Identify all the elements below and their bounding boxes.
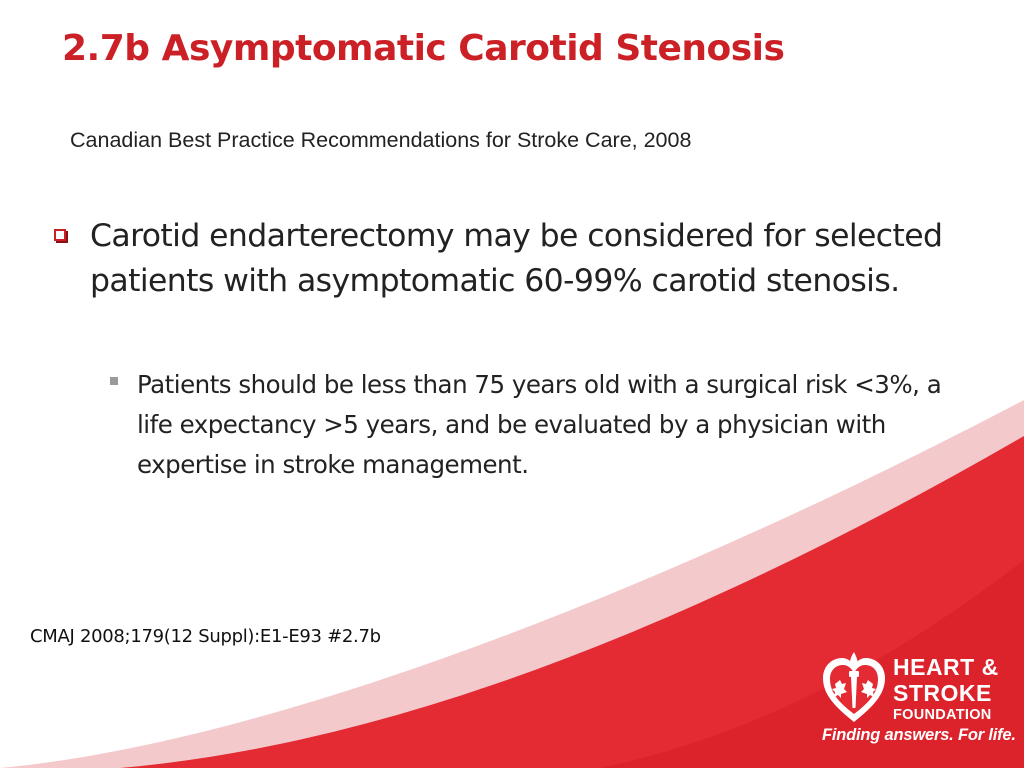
- citation-text: CMAJ 2008;179(12 Suppl):E1-E93 #2.7b: [30, 626, 381, 647]
- main-bullet-text: Carotid endarterectomy may be considered for selected patients with asymptomatic 60-99% carotid stenosis.: [90, 218, 943, 299]
- filled-square-bullet-icon: [110, 377, 118, 385]
- logo-torch-cup: [849, 671, 859, 677]
- logo-torch-flame: [850, 652, 858, 670]
- heart-torch-maple-leaf-icon: [820, 650, 888, 726]
- logo-tagline: Finding answers. For life.: [822, 726, 1016, 744]
- slide-title: 2.7b Asymptomatic Carotid Stenosis: [62, 28, 785, 69]
- logo-text-heart: HEART &: [893, 654, 999, 680]
- sub-bullet-text: Patients should be less than 75 years old with a surgical risk <3%, a life expectancy >5 years, and be evaluated by a physician with expertise in stroke management.: [137, 370, 942, 479]
- hollow-square-bullet-icon: [54, 229, 66, 241]
- slide-subtitle: Canadian Best Practice Recommendations for Stroke Care, 2008: [70, 128, 692, 152]
- logo-text-foundation: FOUNDATION: [893, 707, 992, 723]
- logo-text-stroke: STROKE: [893, 680, 992, 706]
